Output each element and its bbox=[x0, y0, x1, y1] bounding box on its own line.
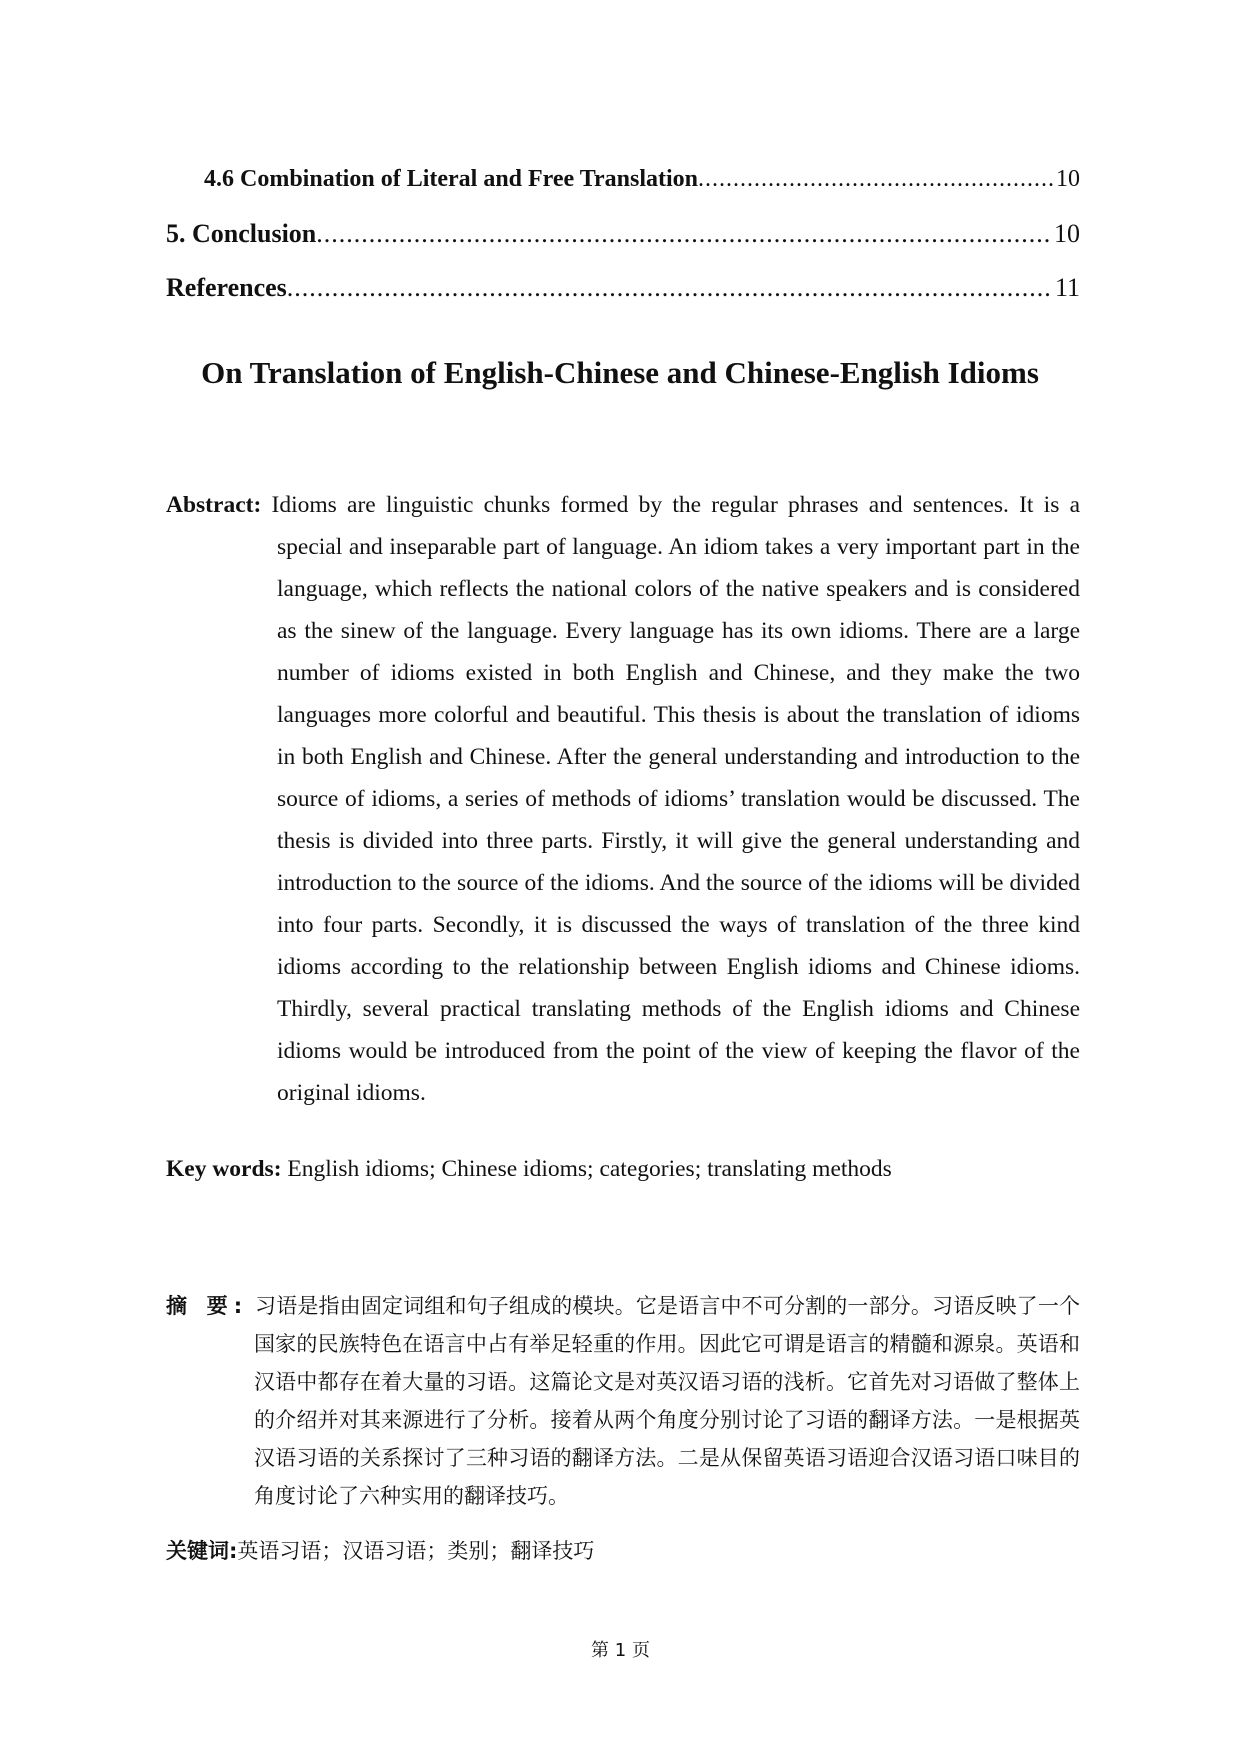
chinese-keywords-line bbox=[166, 1535, 594, 1565]
toc-entry-page: 10 bbox=[1054, 219, 1080, 248]
toc-leader-dots bbox=[316, 219, 1052, 249]
toc-entry-page: 10 bbox=[1056, 166, 1080, 192]
toc-leader-dots bbox=[698, 166, 1054, 193]
toc-entry-label: 4.6 Combination of Literal and Free Translation bbox=[204, 166, 699, 192]
chinese-abstract-label: 摘 要: bbox=[166, 1294, 249, 1318]
abstract-text: Idioms are linguistic chunks formed by the regular phrases and sentences. It is a special and inseparable part of language. An idiom takes a very important part in the language, which reflects the national colors of the native speakers and is considered as the sinew of the language. Every language has its own idioms. There are a large number of idioms existed in both English and Chinese, and they make the two languages more colorful and beautiful. This thesis is about the translation of idioms in both English and Chinese. After the general understanding and introduction to the source of idioms, a series of methods of idioms’ translation would be discussed. The thesis is divided into three parts. Firstly, it will give the general understanding and introduction to the source of the idioms. And the source of the idioms will be divided into four parts. Secondly, it is discussed the ways of translation of the three kind idioms according to the relationship between English idioms and Chinese idioms. Thirdly, several practical translating methods of the English idioms and Chinese idioms would be introduced from the point of the view of keeping the flavor of the original idioms. bbox=[271, 492, 1080, 1106]
page-number: 第 1 页 bbox=[591, 1640, 650, 1661]
chinese-keywords-label: 关键词: bbox=[166, 1539, 238, 1563]
paper-title: On Translation of English-Chinese and Chinese-English Idioms bbox=[201, 355, 1039, 390]
keywords-text: English idioms; Chinese idioms; categories; translating methods bbox=[287, 1156, 892, 1182]
abstract-paragraph bbox=[166, 484, 1080, 1114]
chinese-keywords-text: 英语习语；汉语习语；类别；翻译技巧 bbox=[237, 1539, 595, 1563]
chinese-abstract-paragraph bbox=[166, 1287, 1080, 1515]
keywords-line bbox=[166, 1156, 892, 1183]
toc-leader-dots bbox=[287, 273, 1053, 303]
toc-entry-page: 11 bbox=[1054, 273, 1080, 302]
toc-entry-label: 5. Conclusion bbox=[166, 219, 317, 248]
toc-entry-label: References bbox=[166, 273, 287, 302]
toc-entry[interactable] bbox=[204, 166, 1080, 193]
abstract-label: Abstract: bbox=[166, 492, 262, 518]
chinese-abstract-text: 习语是指由固定词组和句子组成的模块。它是语言中不可分割的一部分。习语反映了一个国家的民族特色在语言中占有举足轻重的作用。因此它可谓是语言的精髓和源泉。英语和汉语中都存在着大量的习语。这篇论文是对英汉语习语的浅析。它首先对习语做了整体上的介绍并对其来源进行了分析。接着从两个角度分别讨论了习语的翻译方法。一是根据英汉语习语的关系探讨了三种习语的翻译方法。二是从保留英语习语迎合汉语习语口味目的角度讨论了六种实用的翻译技巧。 bbox=[254, 1294, 1080, 1508]
toc-entry[interactable] bbox=[166, 273, 1080, 303]
keywords-label: Key words: bbox=[166, 1156, 282, 1182]
toc-entry[interactable] bbox=[166, 219, 1080, 249]
